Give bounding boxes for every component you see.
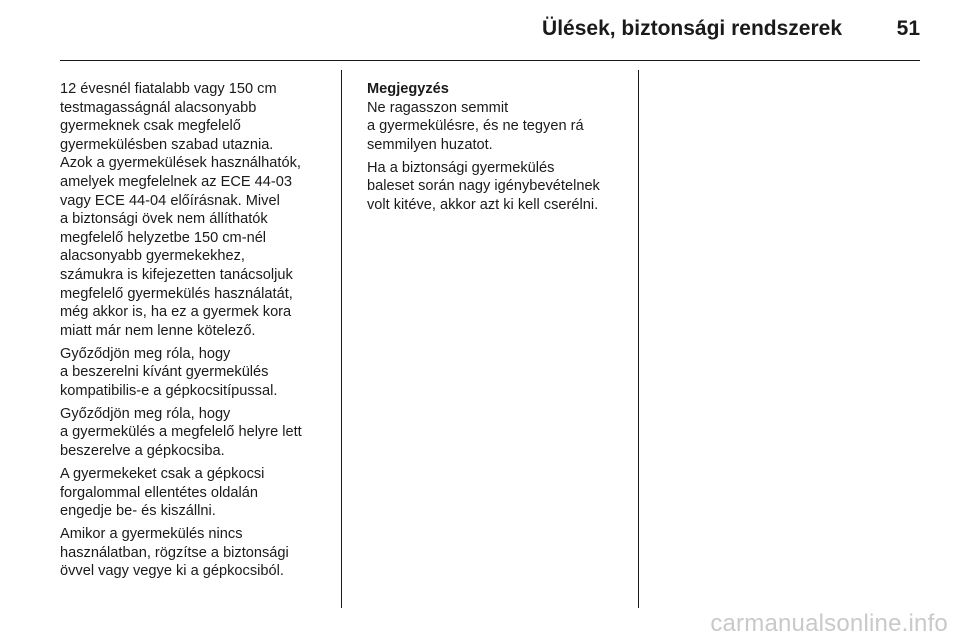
note-title: Megjegyzés xyxy=(367,81,449,97)
column-divider-left xyxy=(341,70,342,608)
left-column xyxy=(60,80,338,585)
body-paragraph-age-requirement: 12 évesnél fiatalabb vagy 150 cm testmagasságnál alacsonyabb gyermeknek csak megfelelő gyermekülésben szabad utaznia. Azok a gyermekülések használhatók, amelyek megfelelnek az ECE 44-03 vagy ECE 44-04 előírásnak. Mivel a biztonsági övek nem állíthatók megfelelő helyzetbe 150 cm-nél alacsonyabb gyermekekhez, számukra is kifejezetten tanácsoljuk megfelelő gyermekülés használatát, még akkor is, ha ez a gyermek kora miatt már nem lenne kötelező. xyxy=(60,81,301,339)
body-paragraph-exit-side: A gyermekeket csak a gépkocsi forgalommal ellentétes oldalán engedje be- és kiszállni. xyxy=(60,466,265,520)
note-paragraph-cover: Ne ragasszon semmit a gyermekülésre, és ne tegyen rá semmilyen huzatot. xyxy=(367,99,584,153)
note-column xyxy=(367,80,635,219)
body-paragraph-storage: Amikor a gyermekülés nincs használatban, rögzítse a biztonsági övvel vagy vegye ki a gépkocsiból. xyxy=(60,526,289,580)
header-divider xyxy=(60,60,920,61)
body-paragraph-installation: Győződjön meg róla, hogy a gyermekülés a megfelelő helyre lett beszerelve a gépkocsiba. xyxy=(60,405,302,460)
watermark: carmanualsonline.info xyxy=(710,610,948,637)
page-number: 51 xyxy=(896,17,920,40)
note-paragraph-replace: Ha a biztonsági gyermekülés baleset során nagy igénybevételnek volt kitéve, akkor azt ki kell cserélni. xyxy=(367,159,600,213)
page-title: Ülések, biztonsági rendszerek xyxy=(542,17,842,40)
column-divider-right xyxy=(638,70,639,608)
page-header xyxy=(60,0,920,62)
body-paragraph-compatibility: Győződjön meg róla, hogy a beszerelni kívánt gyermekülés kompatibilis-e a gépkocsitípussal. xyxy=(60,345,278,399)
